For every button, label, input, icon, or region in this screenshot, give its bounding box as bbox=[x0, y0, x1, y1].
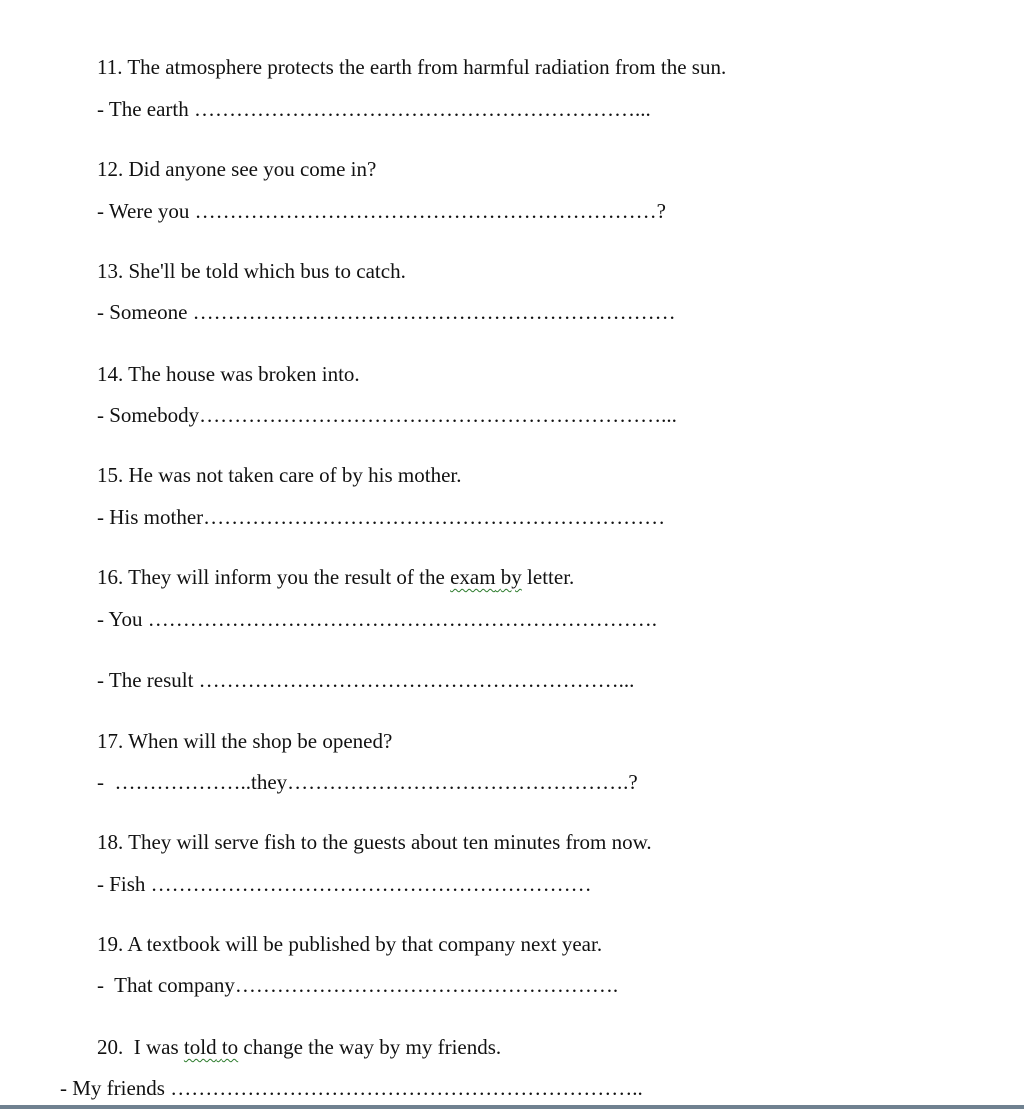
exercise-sentence bbox=[97, 1034, 501, 1060]
answer-line: - Were you …………………………………………………………? bbox=[97, 199, 666, 223]
answer-line: - The earth ………………………………………………………... bbox=[97, 97, 651, 121]
spell-flagged-word: to bbox=[221, 1035, 239, 1059]
answer-line: - You ………………………………………………………………. bbox=[97, 607, 658, 631]
answer-line: - Fish ……………………………………………………… bbox=[97, 872, 592, 896]
sentence-text: change the way by my friends. bbox=[238, 1035, 502, 1059]
exercise-sentence: 19. A textbook will be published by that company next year. bbox=[97, 932, 603, 956]
answer-line: - Someone …………………………………………………………… bbox=[97, 300, 676, 324]
exercise-sentence: 18. They will serve fish to the guests about ten minutes from now. bbox=[97, 830, 652, 854]
exercise-sentence: 11. The atmosphere protects the earth from harmful radiation from the sun. bbox=[97, 55, 727, 79]
answer-line: - Somebody…………………………………………………………... bbox=[97, 403, 677, 427]
sentence-text: 20. I was bbox=[97, 1035, 184, 1059]
spell-flagged-word: told bbox=[183, 1035, 217, 1059]
exercise-sentence: 14. The house was broken into. bbox=[97, 362, 360, 386]
spell-flagged-word: exam bbox=[450, 565, 496, 589]
answer-line: - That company………………………………………………. bbox=[97, 973, 619, 997]
answer-line: - ………………..they………………………………………….? bbox=[97, 770, 638, 794]
exercise-sentence: 17. When will the shop be opened? bbox=[97, 729, 393, 753]
exercise-sentence: 15. He was not taken care of by his mother. bbox=[97, 463, 462, 487]
sentence-text: 16. They will inform you the result of the bbox=[97, 565, 451, 589]
spell-flagged-word: by bbox=[500, 565, 522, 589]
answer-line: - My friends ………………………………………………………….. bbox=[60, 1076, 643, 1100]
answer-line: - The result ……………………………………………………... bbox=[97, 668, 635, 692]
answer-line: - His mother………………………………………………………… bbox=[97, 505, 666, 529]
exercise-sentence: 12. Did anyone see you come in? bbox=[97, 157, 377, 181]
page-bottom-border bbox=[0, 1105, 1024, 1109]
sentence-text: letter. bbox=[521, 565, 575, 589]
exercise-sentence: 13. She'll be told which bus to catch. bbox=[97, 259, 406, 283]
exercise-sentence bbox=[97, 564, 574, 590]
